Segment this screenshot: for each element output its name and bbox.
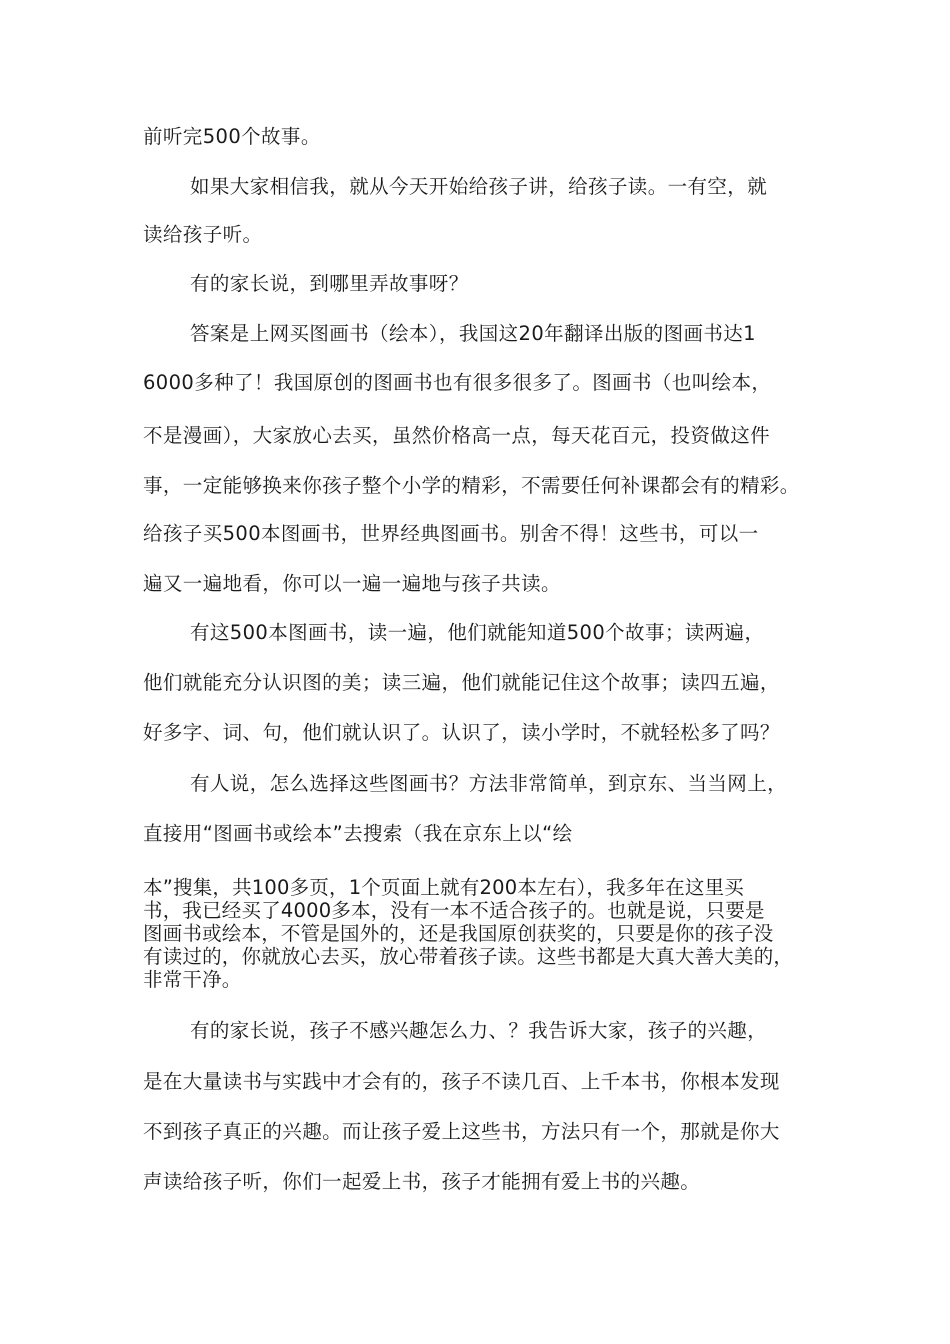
text-line: 如果大家相信我，就从今天开始给孩子讲，给孩子读。一有空，就 xyxy=(190,175,768,198)
text-line: 6000多种了！我国原创的图画书也有很多很多了。图画书（也叫绘本， xyxy=(143,371,772,394)
text-line: 前听完500个故事。 xyxy=(143,125,321,148)
text-line: 有读过的，你就放心去买，放心带着孩子读。这些书都是大真大善大美的， xyxy=(143,945,794,968)
text-line: 有人说，怎么选择这些图画书？方法非常简单，到京东、当当网上， xyxy=(190,772,788,795)
text-line: 图画书或绘本，不管是国外的，还是我国原创获奖的，只要是你的孩子没 xyxy=(143,922,774,945)
text-line: 不是漫画），大家放心去买，虽然价格高一点，每天花百元，投资做这件 xyxy=(143,424,771,447)
text-line: 有这500本图画书，读一遍，他们就能知道500个故事；读两遍， xyxy=(190,621,765,644)
text-line: 给孩子买500本图画书，世界经典图画书。别舍不得！这些书，可以一 xyxy=(143,522,759,545)
text-line: 事，一定能够换来你孩子整个小学的精彩，不需要任何补课都会有的精彩。 xyxy=(143,474,800,497)
text-line: 答案是上网买图画书（绘本），我国这20年翻译出版的图画书达1 xyxy=(190,322,756,345)
text-line: 读给孩子听。 xyxy=(143,223,263,246)
text-line: 不到孩子真正的兴趣。而让孩子爱上这些书，方法只有一个，那就是你大 xyxy=(143,1120,780,1143)
text-line: 非常干净。 xyxy=(143,968,242,991)
text-line: 好多字、词、句，他们就认识了。认识了，读小学时，不就轻松多了吗？ xyxy=(143,721,780,744)
text-line: 本”搜集，共100多页，1个页面上就有200本左右），我多年在这里买 xyxy=(143,876,744,899)
text-line: 遍又一遍地看，你可以一遍一遍地与孩子共读。 xyxy=(143,572,561,595)
text-line: 他们就能充分认识图的美；读三遍，他们就能记住这个故事；读四五遍， xyxy=(143,671,780,694)
text-line: 书，我已经买了4000多本，没有一本不适合孩子的。也就是说，只要是 xyxy=(143,899,765,922)
text-line: 声读给孩子听，你们一起爱上书，孩子才能拥有爱上书的兴趣。 xyxy=(143,1170,701,1193)
text-line: 有的家长说，到哪里弄故事呀？ xyxy=(190,272,469,295)
text-line: 是在大量读书与实践中才会有的，孩子不读几百、上千本书，你根本发现 xyxy=(143,1070,780,1093)
text-line: 直接用“图画书或绘本”去搜索（我在京东上以“绘 xyxy=(143,822,573,845)
text-line: 有的家长说，孩子不感兴趣怎么力、？我告诉大家，孩子的兴趣， xyxy=(190,1019,768,1042)
